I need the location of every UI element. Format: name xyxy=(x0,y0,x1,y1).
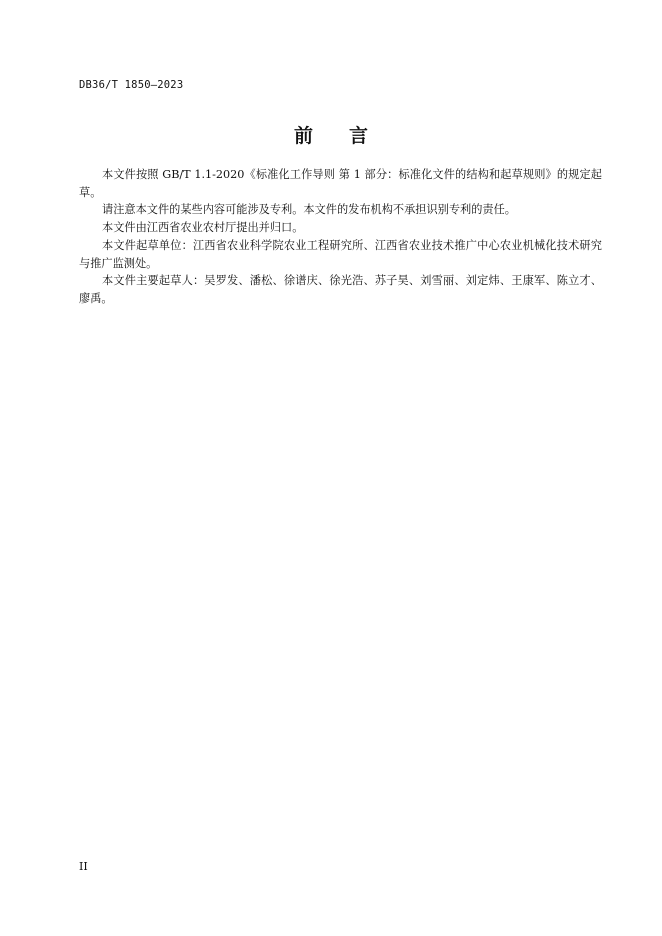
document-code: DB36/T 1850—2023 xyxy=(79,79,184,91)
paragraph-drafting-units: 本文件起草单位：江西省农业科学院农业工程研究所、江西省农业技术推广中心农业机械化技术研究与推广监测处。 xyxy=(79,238,602,270)
page-title xyxy=(0,121,662,148)
paragraph-drafters: 本文件主要起草人：吴罗发、潘松、徐谱庆、徐光浩、苏子昊、刘雪丽、刘定炜、王康军、陈立才、廖禹。 xyxy=(79,274,602,305)
foreword-body xyxy=(79,166,602,308)
title-char-1: 前 xyxy=(293,125,313,147)
page-number: II xyxy=(79,860,88,873)
paragraph-drafting-rules: 本文件按照 GB/T 1.1-2020《标准化工作导则 第 1 部分：标准化文件的结构和起草规则》的规定起草。 xyxy=(79,168,602,199)
paragraph-patent-notice: 请注意本文件的某些内容可能涉及专利。本文件的发布机构不承担识别专利的责任。 xyxy=(102,203,516,217)
title-char-2: 言 xyxy=(349,125,369,147)
paragraph-proposer: 本文件由江西省农业农村厅提出并归口。 xyxy=(102,221,304,235)
